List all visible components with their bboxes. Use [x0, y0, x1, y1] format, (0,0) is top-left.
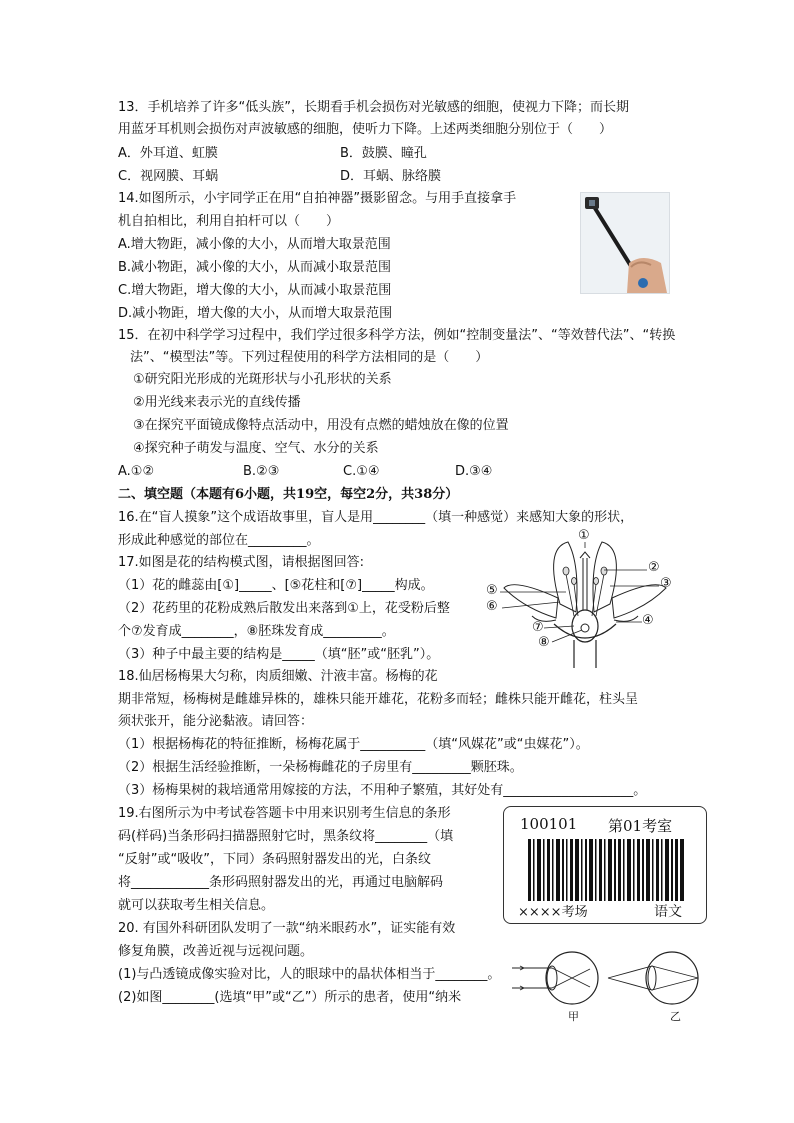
flower-label-6: ⑥ — [486, 599, 498, 614]
q19-line2: 码(样码)当条形码扫描器照射它时，黑条纹将________（填 — [118, 829, 454, 844]
q14-option-c: C.增大物距，增大像的大小，从而减小取景范围 — [118, 283, 392, 298]
flower-label-8: ⑧ — [538, 635, 550, 650]
barcode-number: 100101 — [520, 815, 578, 833]
q13-option-a: A．外耳道、虹膜 — [118, 146, 218, 161]
q17-line3: （2）花药里的花粉成熟后散发出来落到①上，花受粉后整 — [118, 601, 450, 616]
q18-line1: 18.仙居杨梅果大匀称，肉质细嫩、汁液丰富。杨梅的花 — [118, 669, 438, 684]
q13-option-c: C．视网膜、耳蜗 — [118, 169, 219, 184]
flower-structure-diagram — [484, 528, 684, 670]
q15-option-b: B.②③ — [243, 464, 280, 479]
q15-item3: ③在探究平面镜成像特点活动中，用没有点燃的蜡烛放在像的位置 — [133, 418, 509, 433]
q17-line4: 个⑦发育成________，⑧胚珠发育成_________。 — [118, 624, 395, 639]
flower-label-7: ⑦ — [532, 620, 544, 635]
q14-line1: 14.如图所示，小宇同学正在用“自拍神器”摄影留念。与用手直接拿手 — [118, 191, 517, 206]
flower-label-4: ④ — [642, 613, 654, 628]
barcode-card — [503, 806, 707, 924]
q19-line4: 将____________条形码照射器发出的光，再通过电脑解码 — [118, 875, 444, 890]
flower-label-5: ⑤ — [486, 583, 498, 598]
q18-line4: （1）根据杨梅花的特征推断，杨梅花属于__________（填“风媒花”或“虫媒花”）。 — [118, 737, 589, 752]
q17-line2: （1）花的雌蕊由[①]_____、[⑤花柱和[⑦]_____构成。 — [118, 578, 434, 593]
q15-line2: 法”、“模型法”等。下列过程使用的科学方法相同的是（ ） — [130, 350, 489, 365]
q13-line2: 用蓝牙耳机则会损伤对声波敏感的细胞，使听力下降。上述两类细胞分别位于（ ） — [118, 122, 613, 137]
barcode-site: ××××考场 — [518, 905, 588, 920]
eye-label-yi: 乙 — [670, 1010, 681, 1023]
q17-line5: （3）种子中最主要的结构是_____（填“胚”或“胚乳”）。 — [118, 647, 440, 662]
barcode-room: 第01考室 — [608, 817, 673, 835]
section-heading: 二、填空题（本题有6小题，共19空，每空2分，共38分） — [118, 487, 459, 502]
q19-line5: 就可以获取考生相关信息。 — [118, 898, 275, 913]
q15-option-d: D.③④ — [455, 464, 493, 479]
q18-line5: （2）根据生活经验推断，一朵杨梅雌花的子房里有_________颗胚珠。 — [118, 760, 523, 775]
q18-line3: 须状张开，能分泌黏液。请回答： — [118, 714, 314, 729]
q14-option-b: B.减小物距，减小像的大小，从而减小取景范围 — [118, 260, 392, 275]
q20-line4: (2)如图________(选填“甲”或“乙”）所示的患者，使用“纳米 — [118, 990, 462, 1005]
q15-option-c: C.①④ — [343, 464, 380, 479]
q20-line3: (1)与凸透镜成像实验对比，人的眼球中的晶状体相当于________。 — [118, 967, 501, 982]
q17-line1: 17.如图是花的结构模式图，请根据图回答: — [118, 555, 365, 570]
q13-line1: 13．手机培养了许多“低头族”，长期看手机会损伤对光敏感的细胞，使视力下降；而长期 — [118, 100, 630, 115]
q15-line1: 15．在初中科学学习过程中，我们学过很多科学方法，例如“控制变量法”、“等效替代法”、“转换 — [118, 328, 676, 343]
q15-item2: ②用光线来表示光的直线传播 — [133, 395, 301, 410]
q18-line6: （3）杨梅果树的栽培通常用嫁接的方法，不用种子繁殖，其好处有____________________。 — [118, 783, 647, 798]
q20-line2: 修复角膜，改善近视与远视问题。 — [118, 944, 314, 959]
q13-option-b: B．鼓膜、瞳孔 — [340, 146, 427, 161]
flower-label-1: ① — [578, 528, 590, 543]
q14-line2: 机自拍相比，利用自拍杆可以（ ） — [118, 214, 340, 229]
flower-label-2: ② — [648, 560, 660, 575]
q14-option-a: A.增大物距，减小像的大小，从而增大取景范围 — [118, 237, 391, 252]
q13-option-d: D．耳蜗、脉络膜 — [340, 169, 442, 184]
selfie-stick-photo — [580, 192, 670, 294]
q15-option-a: A.①② — [118, 464, 155, 479]
q15-item4: ④探究种子萌发与温度、空气、水分的关系 — [133, 441, 379, 456]
q18-line2: 期非常短，杨梅树是雌雄异株的，雄株只能开雄花，花粉多而轻；雌株只能开雌花，柱头呈 — [118, 692, 639, 707]
flower-label-3: ③ — [660, 576, 672, 591]
q16-line2: 形成此种感觉的部位在_________。 — [118, 533, 320, 548]
barcode-subject: 语文 — [654, 904, 682, 920]
barcode-icon — [528, 839, 684, 901]
q20-line1: 20. 有国外科研团队发明了一款“纳米眼药水”，证实能有效 — [118, 921, 456, 936]
eye-label-jia: 甲 — [568, 1010, 579, 1023]
eye-diagram-yi — [606, 948, 702, 1023]
q19-line3: “反射”或“吸收”，下同）条码照射器发出的光，白条纹 — [118, 852, 431, 867]
q14-option-d: D.减小物距，增大像的大小，从而增大取景范围 — [118, 306, 393, 321]
q19-line1: 19.右图所示为中考试卷答题卡中用来识别考生信息的条形 — [118, 806, 451, 821]
eye-diagram-jia — [510, 948, 600, 1023]
q15-item1: ①研究阳光形成的光斑形状与小孔形状的关系 — [133, 372, 392, 387]
q16-line1: 16.在“盲人摸象”这个成语故事里，盲人是用________（填一种感觉）来感知大象的形状， — [118, 510, 634, 525]
